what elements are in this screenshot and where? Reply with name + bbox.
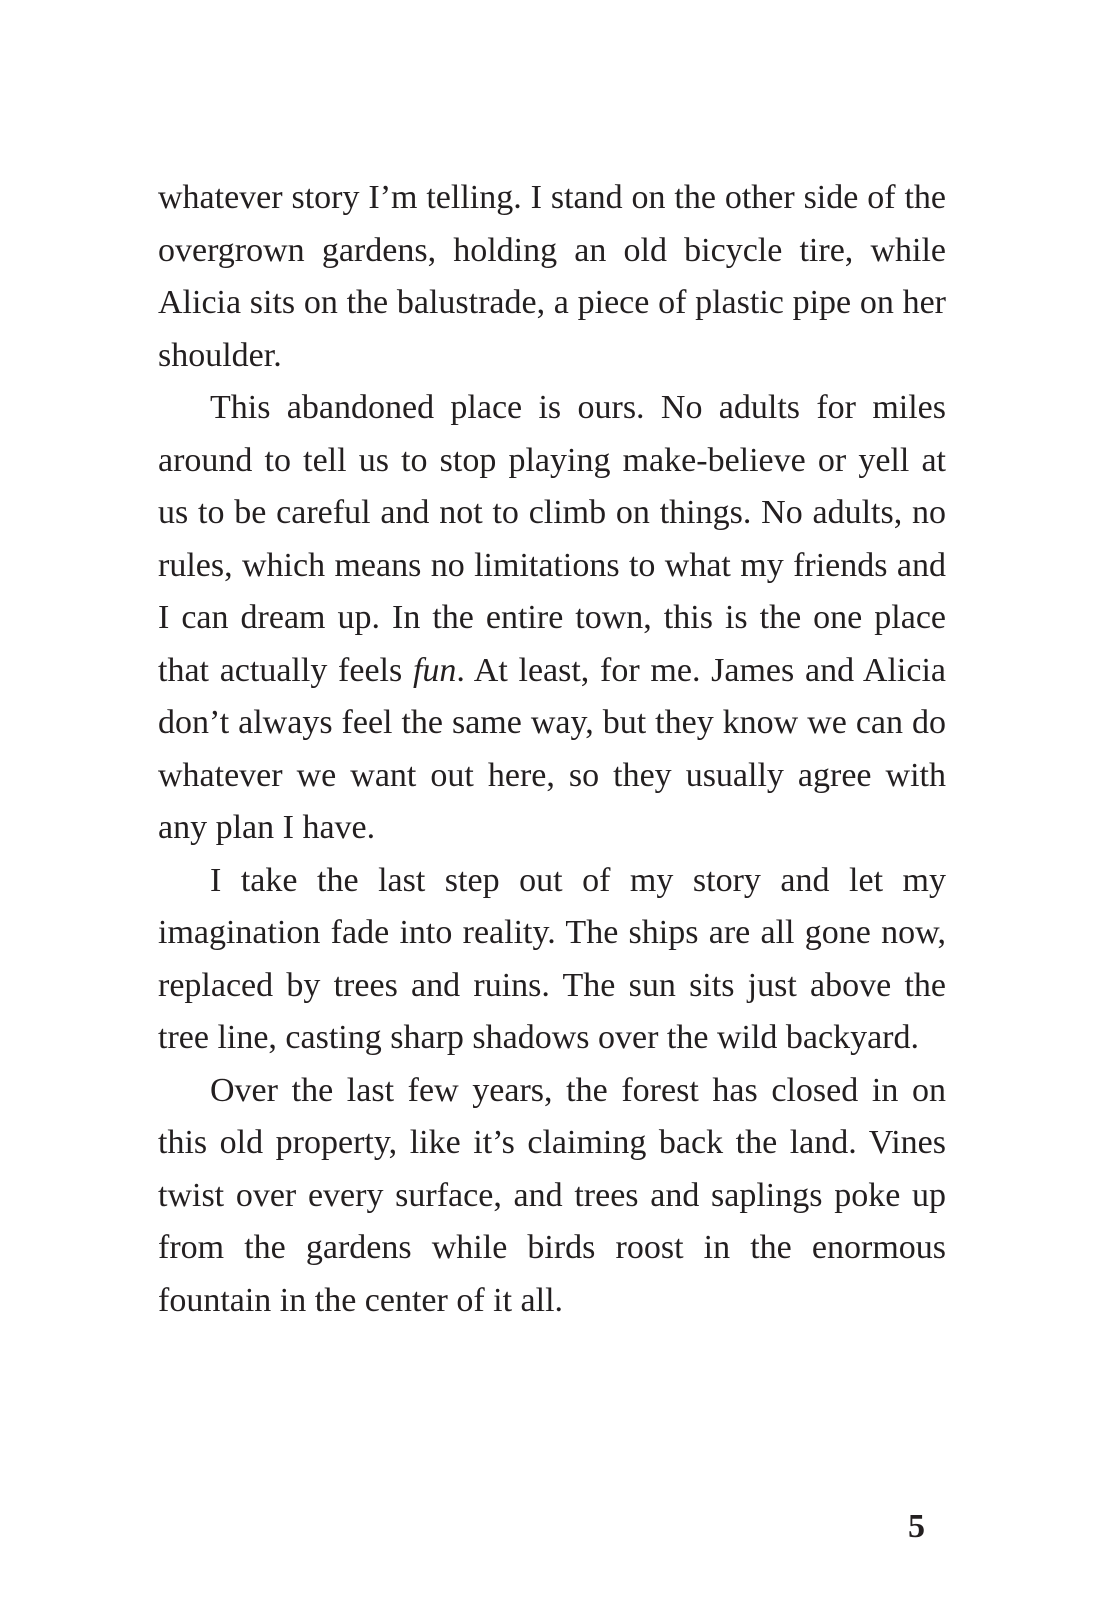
page-number: 5	[908, 1508, 925, 1545]
paragraph-1	[158, 172, 946, 382]
paragraph-1-text: whatever story I’m telling. I stand on the other side of the overgrown gardens, holding an old bicycle tire, while Alicia sits on the balustrade, a piece of plastic pipe on her shoulder.	[158, 179, 946, 374]
paragraph-2-italic-word: fun	[412, 651, 457, 689]
paragraph-2	[158, 382, 946, 855]
paragraph-3-text: I take the last step out of my story and let my imagination fade into reality. The ships are all gone now, replaced by trees and ruins. The sun sits just above the tree line, casting sharp shadows over the wild backyard.	[158, 861, 946, 1056]
paragraph-4-text: Over the last few years, the forest has closed in on this old property, like it’s claiming back the land. Vines twist over every surface, and trees and saplings poke up from the gardens while birds roost in the enormous fountain in the center of it all.	[158, 1071, 946, 1319]
paragraph-2-text-b: . At least, for me. James and Alicia don’t always feel the same way, but they know we can do whatever we want out here, so they usually agree with any plan I have.	[158, 651, 946, 846]
paragraph-3	[158, 855, 946, 1065]
paragraph-2-text-a: This abandoned place is ours. No adults for miles around to tell us to stop playing make-believe or yell at us to be careful and not to climb on things. No adults, no rules, which means no limitations to what my friends and I can dream up. In the entire town, this is the one place that actually feels	[158, 389, 946, 689]
paragraph-4	[158, 1065, 946, 1328]
body-text	[158, 172, 946, 1327]
